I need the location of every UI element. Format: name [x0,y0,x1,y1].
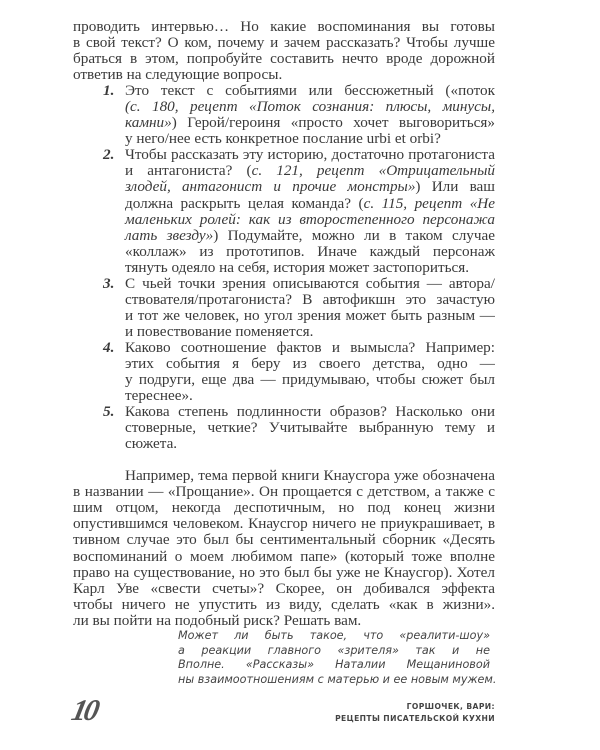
list-number: 2. [103,147,115,164]
recipe-reference: камни» [125,115,172,132]
text-line [73,292,495,308]
text-segment: Это текст с событиями или бессюжетный («поток [125,83,495,100]
text-line [73,83,495,99]
text-line [73,228,495,244]
text-line [73,340,495,356]
text-segment: Какова степень подлинности образов? Насколько они [125,404,495,421]
text-segment: стоверные, четкие? Учитывайте выбранную тему и [125,420,495,437]
text-segment: тереснее». [125,387,193,405]
text-line [73,484,495,500]
text-segment: чтобы ничего не упустить из виду, сделать «как в жизни». [73,596,495,613]
list-number: 1. [103,83,115,100]
text-line [73,179,495,195]
text-line [73,500,495,516]
text-line [73,581,495,597]
text-segment: Может ли быть такое, что «реалити-шоу» [178,629,490,642]
footer-book-title-line2: РЕЦЕПТЫ ПИСАТЕЛЬСКОЙ КУХНИ [335,714,495,723]
text-segment: браться в этом, попробуйте составить нечто вроде дорожной [73,51,495,68]
text-line [73,260,495,276]
text-segment: ) Подумайте, можно ли в таком случае [213,227,495,244]
list-number: 5. [103,404,115,421]
page-number: 10 [68,694,100,727]
recipe-reference: (с. 180, рецепт «Поток сознания: плюсы, минусы, [125,99,495,116]
text-line [73,436,495,452]
text-segment: и антагониста? ( [125,163,252,180]
question-list [73,83,495,452]
list-item [73,276,495,340]
list-number: 4. [103,339,115,356]
text-line [178,673,497,688]
text-segment: опустившимся человеком. Кнаусгор ничего не приукрашивает, в [73,516,495,533]
text-line [73,35,495,51]
text-segment: воспоминаний о моем любимом папе» (который тоже вполне [73,548,495,565]
text-line [73,549,495,565]
text-line [73,468,495,484]
text-segment: ) Или ваш [415,179,495,196]
text-segment: и повествование поменяется. [125,322,314,340]
text-line [73,324,495,340]
list-item [73,404,495,452]
text-segment: сюжета. [125,435,178,453]
text-line [73,212,495,228]
text-segment: ответив на следующие вопросы. [73,66,283,84]
text-segment: и тот же человек, но угол зрения может быть разным — [125,307,495,324]
list-item [73,83,495,147]
text-segment: «коллаж» из прототипов. Иначе каждый персонаж [125,243,495,260]
text-line [73,388,495,404]
main-text [73,19,495,629]
text-line [73,404,495,420]
recipe-reference: лать звезду» [125,227,214,244]
text-line [73,516,495,532]
text-segment: этих события я беру из своего детства, одно — [125,355,495,372]
text-line [73,67,495,83]
text-segment: проводить интервью… Но какие воспоминания вы готовы [73,19,495,35]
text-line [73,372,495,388]
text-segment: тянуть одеяло на себя, история может застопориться. [125,258,470,276]
text-line [73,308,495,324]
text-segment: тивном случае это был бы сентиментальный сборник «Десять [73,532,495,549]
text-line [178,629,490,644]
text-line [73,565,495,581]
recipe-reference: маленьких ролей: как из второстепенного персонажа [125,211,495,228]
text-line [73,19,495,35]
text-line [73,420,495,436]
text-line [73,147,495,163]
margin-note [178,629,497,688]
text-segment: Чтобы рассказать эту историю, достаточно протагониста [125,147,495,164]
text-line [73,115,495,131]
text-segment: у него/нее есть конкретное послание urbi et orbi? [125,130,441,148]
text-line [73,276,495,292]
list-item [73,147,495,275]
text-segment: должна раскрыть целая команда? ( [125,195,364,212]
text-segment: ствователя/протагониста? В автофикшн это зачастую [125,291,495,308]
footer-book-title-line1: ГОРШОЧЕК, ВАРИ: [406,702,495,711]
text-line [73,131,495,147]
text-segment: Например, тема первой книги Кнаусгора уже обозначена [125,468,495,485]
recipe-reference: с. 121, рецепт «Отрицательный [251,163,495,180]
text-segment: право на существование, но это был бы уже не Кнаусгор). Хотел [73,564,495,581]
text-segment: в названии — «Прощание». Он прощается с детством, а также с [73,484,495,501]
text-segment: в свой текст? О ком, почему и зачем рассказать? Чтобы лучше [73,35,495,52]
text-line [178,644,490,659]
intro-paragraph [73,19,495,83]
running-footer [335,701,495,725]
text-segment: Карл Уве «свести счеты»? Скорее, он добивался эффекта [73,580,495,597]
text-segment: ли вы пойти на подобный риск? Решать вам. [73,611,362,629]
text-segment: Каково соотношение фактов и вымысла? Например: [125,339,495,356]
list-item [73,340,495,404]
text-segment: шим отцом, некогда деспотичным, но под конец жизни [73,500,495,517]
text-line [73,613,495,629]
text-segment: ны взаимоотношениям с матерью и ее новым мужем. [178,673,497,687]
text-segment: Вполне. «Рассказы» Наталии Мещаниновой [178,658,490,672]
text-segment: С чьей точки зрения описываются события — автора/ [125,275,495,292]
text-segment: а реакции главного «зрителя» так и не [178,643,490,657]
recipe-reference: злодей, антагонист и прочие монстры» [125,179,416,196]
text-line [73,196,495,212]
text-line [73,244,495,260]
list-number: 3. [103,275,115,292]
text-line [73,356,495,372]
text-line [73,163,495,179]
text-segment: ) Герой/героиня «просто хочет выговориться» [171,115,495,132]
text-line [73,597,495,613]
knausgaard-paragraph [73,468,495,628]
text-line [73,532,495,548]
text-line [73,51,495,67]
text-line [73,99,495,115]
text-segment: у подруги, еще два — придумываю, чтобы сюжет был [125,372,495,389]
recipe-reference: с. 115, рецепт «Не [363,195,495,212]
text-line [178,658,490,673]
